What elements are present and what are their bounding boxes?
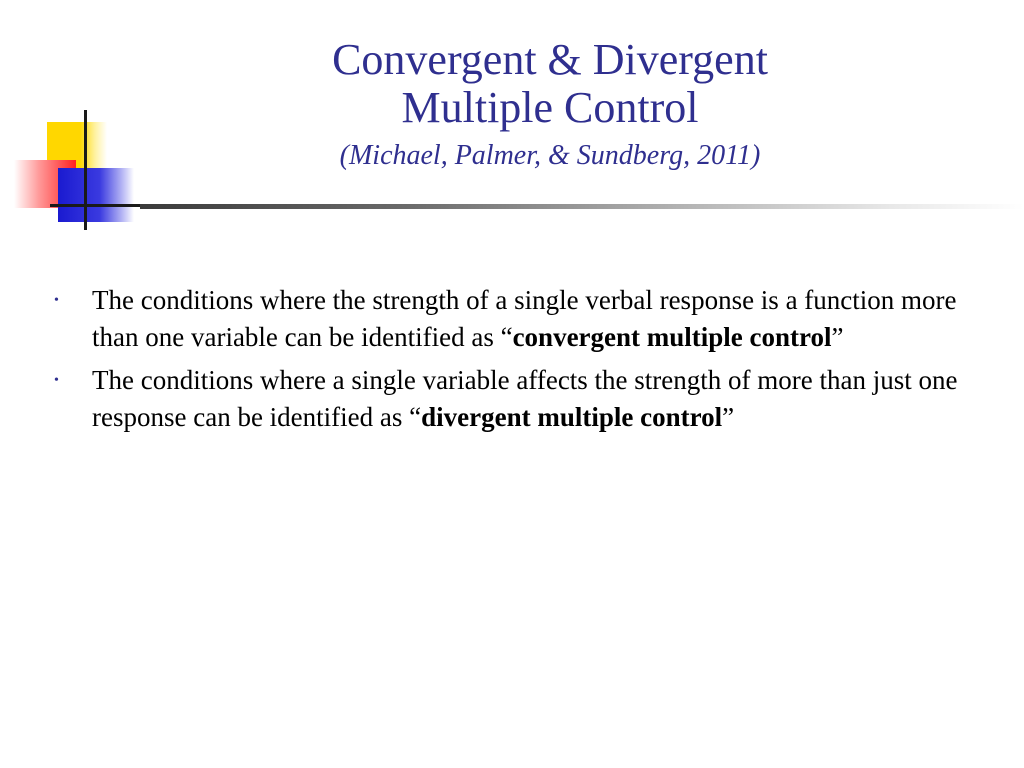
bullet-item <box>50 282 1000 356</box>
bullet-dot-icon: • <box>54 293 59 308</box>
vertical-line-shape <box>84 110 87 230</box>
bullet-close-quote: ” <box>722 402 735 432</box>
slide-title-line-1: Convergent & Divergent <box>332 35 768 84</box>
bullet-close-quote: ” <box>831 322 844 352</box>
bullet-text: The conditions where the strength of a single verbal response is a function more than one variable can be identified as “ <box>92 285 957 352</box>
slide-citation: (Michael, Palmer, & Sundberg, 2011) <box>339 140 761 171</box>
bullet-list <box>50 282 1000 442</box>
bullet-term: divergent multiple control <box>421 402 723 432</box>
bullet-term: convergent multiple control <box>512 322 832 352</box>
title-divider-rule <box>140 204 1024 209</box>
slide-title-line-2: Multiple Control <box>401 83 699 132</box>
decorative-squares-logo <box>0 100 160 240</box>
bullet-dot-icon: • <box>54 373 59 388</box>
bullet-text: The conditions where a single variable affects the strength of more than just one response can be identified as “ <box>92 365 958 432</box>
bullet-item <box>50 362 1000 436</box>
slide-title-block <box>220 36 880 174</box>
blue-square-shape <box>58 168 134 222</box>
